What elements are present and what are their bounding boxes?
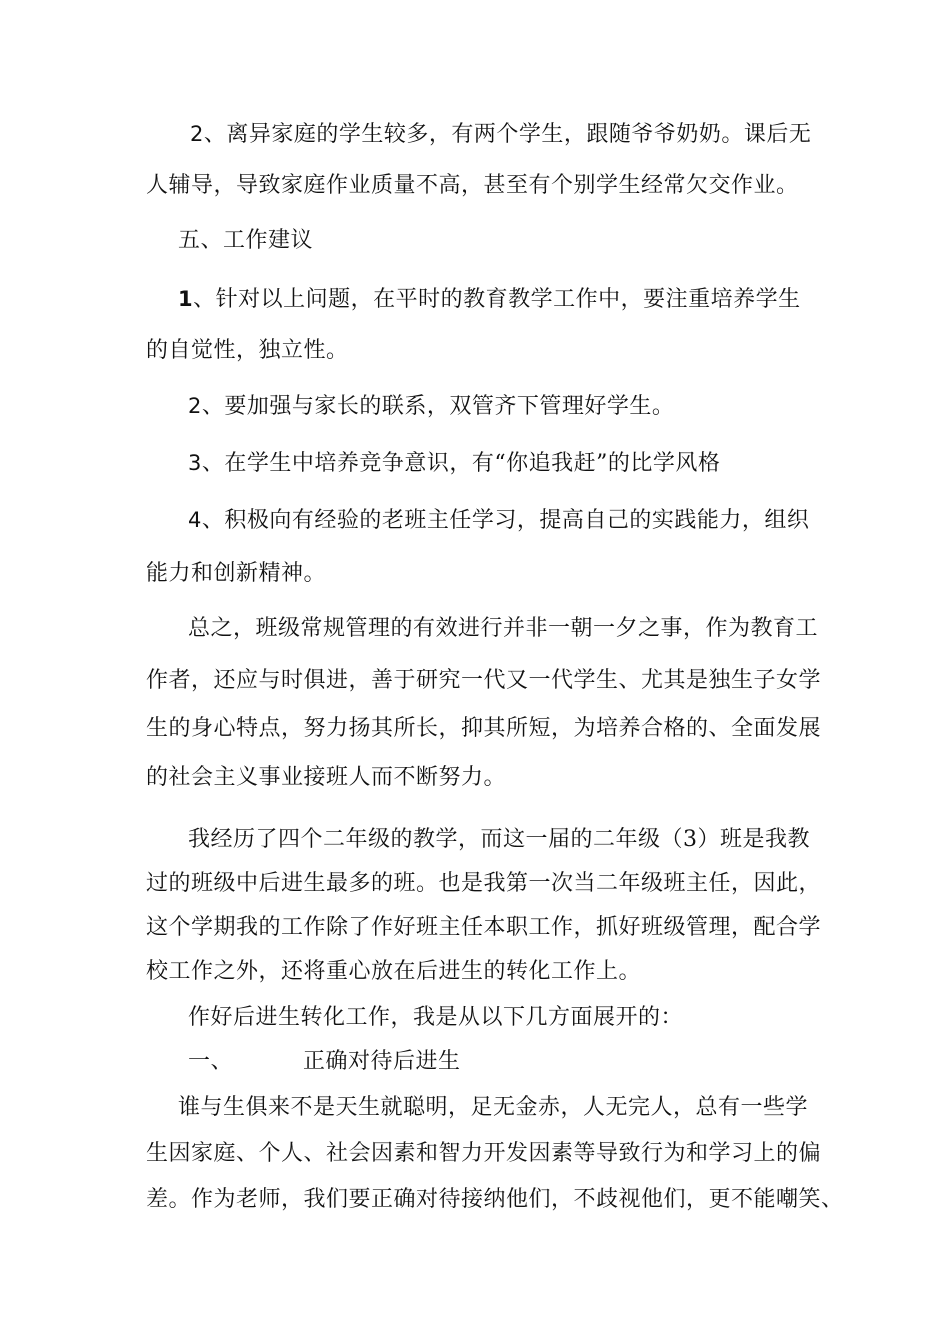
problem-2-text-1: 、离异家庭的学生较多，有两个学生，跟随爷爷奶奶。课后无 [203,122,812,147]
intro-line-2: 过的班级中后进生最多的班。也是我第一次当二年级班主任，因此， [146,871,822,896]
intro-line-1: 我经历了四个二年级的教学，而这一届的二年级（3）班是我教 [188,827,810,852]
suggestion-3-text: 、在学生中培养竞争意识，有“你追我赶”的比学风格 [201,451,721,476]
body-1-line-3: 差。作为老师，我们要正确对待接纳他们，不歧视他们，更不能嘲笑、 [146,1187,844,1212]
body-1-line-2: 生因家庭、个人、社会因素和智力开发因素等导致行为和学习上的偏 [146,1141,822,1166]
suggestion-4-text-1: 、积极向有经验的老班主任学习，提高自己的实践能力，组织 [201,508,810,533]
conclusion-line-2: 作者，还应与时俱进，善于研究一代又一代学生、尤其是独生子女学 [146,668,822,693]
section-heading-1 [188,1047,461,1077]
intro-line-4: 校工作之外，还将重心放在后进生的转化工作上。 [146,959,642,984]
heading-1-title: 正确对待后进生 [303,1049,461,1074]
problem-2-line-2: 人辅导，导致家庭作业质量不高，甚至有个别学生经常欠交作业。 [146,173,799,198]
suggestion-3 [188,448,720,479]
suggestion-1-line-2: 的自觉性，独立性。 [146,338,349,363]
conclusion-line-4: 的社会主义事业接班人而不断努力。 [146,765,507,790]
suggestion-4-line-1 [188,505,809,536]
problem-2-line-1 [190,119,811,150]
suggestion-2 [188,391,674,422]
body-1-line-1: 谁与生俱来不是天生就聪明，足无金赤，人无完人，总有一些学 [178,1095,809,1120]
section-heading-5: 五、工作建议 [178,228,314,253]
suggestion-4-number: 4 [188,508,202,532]
lead-sentence: 作好后进生转化工作，我是从以下几方面展开的： [188,1005,684,1030]
suggestion-4-line-2: 能力和创新精神。 [146,561,327,586]
heading-1-marker: 一、 [188,1049,234,1074]
problem-2-number: 2 [190,122,204,146]
conclusion-line-1: 总之，班级常规管理的有效进行并非一朝一夕之事，作为教育工 [188,616,819,641]
suggestion-1-number: 1 [178,287,194,311]
suggestion-1-line-1 [178,284,801,315]
suggestion-1-text-1: 、针对以上问题，在平时的教育教学工作中，要注重培养学生 [193,287,801,312]
suggestion-2-text: 、要加强与家长的联系，双管齐下管理好学生。 [201,394,675,419]
conclusion-line-3: 生的身心特点，努力扬其所长，抑其所短，为培养合格的、全面发展 [146,716,822,741]
suggestion-2-number: 2 [188,394,202,418]
suggestion-3-number: 3 [188,451,202,475]
intro-line-3: 这个学期我的工作除了作好班主任本职工作，抓好班级管理，配合学 [146,915,822,940]
